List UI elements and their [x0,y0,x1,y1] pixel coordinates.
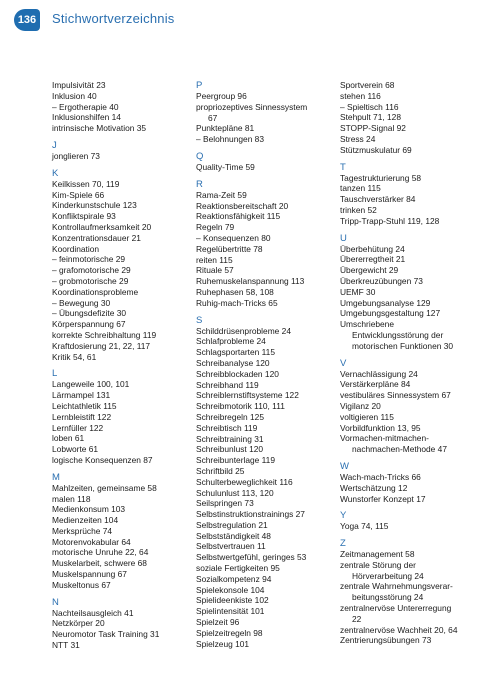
index-letter-heading: T [340,161,346,173]
index-entry: Verstärkerpläne 84 [340,379,411,390]
index-entry: Inklusionshilfen 14 [52,112,121,123]
index-entry: Selbstwertgefühl, geringes 53 [196,552,307,563]
index-entry: Tauschverstärker 84 [340,194,416,205]
index-entry: Schreibtisch 119 [196,422,258,433]
index-letter-heading: N [52,596,59,608]
index-entry: Quality-Time 59 [196,161,255,172]
index-entry: Überkreuzübungen 73 [340,275,423,286]
index-entry-continuation: motorischen Funktionen 30 [352,340,454,351]
index-entry: Lernfüller 122 [52,422,104,433]
index-letter-heading: Z [340,538,346,550]
index-entry: – Belohnungen 83 [196,134,264,145]
index-entry-continuation: Hörverarbeitung 24 [352,570,424,581]
index-entry: Schreibanalyse 120 [196,357,270,368]
index-letter-heading: K [52,167,59,179]
index-entry: vestibuläres Sinnessystem 67 [340,390,451,401]
index-entry: Seilspringen 73 [196,498,254,509]
index-entry: Schriftbild 25 [196,465,245,476]
index-entry: – Konsequenzen 80 [196,232,271,243]
index-letter-heading: M [52,471,60,483]
index-entry: Sportverein 68 [340,80,395,90]
index-entry: tanzen 115 [340,183,381,194]
index-entry: Mahlzeiten, gemeinsame 58 [52,482,157,493]
index-entry: Schulunlust 113, 120 [196,487,274,498]
index-entry: Langeweile 100, 101 [52,379,130,390]
index-letter-heading: Q [196,150,204,162]
index-entry: Schulterbeweglichkeit 116 [196,476,293,487]
index-entry: voltigieren 115 [340,411,394,422]
index-entry: STOPP-Signal 92 [340,123,406,134]
index-entry: zentralnervöse Wachheit 20, 64 [340,624,458,635]
index-entry: Kontrollaufmerksamkeit 20 [52,221,152,232]
page-title: Stichwortverzeichnis [52,11,175,26]
index-entry: Vernachlässigung 24 [340,368,418,379]
index-entry: Umgebungsanalyse 129 [340,297,431,308]
index-entry: Ruhemuskelanspannung 113 [196,276,305,287]
index-entry: Schreibunterlage 119 [196,455,275,466]
index-entry: Impulsivität 23 [52,80,106,90]
index-letter-heading: W [340,460,349,472]
index-entry: soziale Fertigkeiten 95 [196,563,280,574]
index-letter-heading: U [340,232,347,244]
index-entry: Vorbildfunktion 13, 95 [340,422,421,433]
index-entry: Medienzeiten 104 [52,515,119,526]
index-entry: – Ergotherapie 40 [52,101,119,112]
index-entry: Schreiblernstiftsysteme 122 [196,390,299,401]
index-entry: UEMF 30 [340,286,376,297]
index-entry: Rituale 57 [196,265,234,276]
index-entry: Übererregtheit 21 [340,254,406,265]
index-entry: Spielekonsole 104 [196,584,265,595]
index-letter-heading: J [52,139,57,151]
index-entry: Neuromotor Task Training 31 [52,629,160,640]
index-entry: Lernbleistift 122 [52,411,112,422]
index-entry: Zeitmanagement 58 [340,549,415,560]
index-entry: Umschriebene [340,319,394,330]
index-entry: Medienkonsum 103 [52,504,126,515]
index-entry: jonglieren 73 [52,150,100,161]
index-entry: trinken 52 [340,204,377,215]
index-entry: stehen 116 [340,90,381,101]
index-entry: Vormachen-mitmachen- [340,433,429,444]
index-entry: motorische Unruhe 22, 64 [52,547,149,558]
index-entry-continuation: Entwicklungsstörung der [352,329,444,340]
index-entry: reiten 115 [196,254,233,265]
index-entry: Schreibblockaden 120 [196,368,279,379]
index-column-2 [196,80,332,649]
index-entry: Übergewicht 29 [340,265,399,276]
index-entry: malen 118 [52,493,91,504]
index-entry: Rama-Zeit 59 [196,189,247,200]
index-entry: Muskelspannung 67 [52,569,127,580]
page-header [0,0,500,40]
index-entry: propriozeptives Sinnessystem [196,101,308,112]
index-entry: zentrale Störung der [340,559,416,570]
index-entry-continuation: beitungsstörung 24 [352,592,424,603]
index-entry: Schlafprobleme 24 [196,336,266,347]
index-entry: Tripp-Trapp-Stuhl 119, 128 [340,215,440,226]
index-entry: Körperspannung 67 [52,319,126,330]
page-number: 136 [14,9,40,31]
index-entry: Selbstinstruktionstrainings 27 [196,509,305,520]
index-entry: Zentrierungsübungen 73 [340,635,432,646]
index-entry: Schlagsportarten 115 [196,347,275,358]
index-entry: Spielzeitregeln 98 [196,627,263,638]
index-entry: Spielzeug 101 [196,638,250,649]
index-entry: Inklusion 40 [52,90,97,101]
index-entry: zentrale Wahrnehmungsverar- [340,581,453,592]
index-entry: Kim-Spiele 66 [52,189,105,200]
index-entry: Spielzeit 96 [196,617,240,628]
index-entry: Umgebungsgestaltung 127 [340,308,441,319]
index-entry: Leichtathletik 115 [52,400,117,411]
index-entry: Schreibregeln 125 [196,411,264,422]
index-entry: Yoga 74, 115 [340,521,389,532]
index-entry: – Spieltisch 116 [340,101,399,112]
index-entry: Ruhig-mach-Tricks 65 [196,297,278,308]
index-entry: Selbstregulation 21 [196,519,268,530]
index-entry: loben 61 [52,433,85,444]
index-entry: Spielideenkiste 102 [196,595,269,606]
index-entry: Muskeltonus 67 [52,579,111,590]
index-entry: zentralnervöse Untererregung [340,603,452,614]
index-entry: Konfliktspirale 93 [52,211,116,222]
index-entry: Schreibunlust 120 [196,444,264,455]
index-letter-heading: L [52,368,58,380]
index-entry: Schreibmotorik 110, 111 [196,401,285,412]
index-entry: Überbehütung 24 [340,243,405,254]
index-entry: Kritik 54, 61 [52,351,97,362]
index-entry: Regeln 79 [196,222,235,233]
index-entry: – Bewegung 30 [52,297,111,308]
index-entry: Netzkörper 20 [52,618,105,629]
index-entry-continuation: 67 [208,112,218,123]
index-entry: Stützmuskulatur 69 [340,144,412,155]
index-letter-heading: R [196,178,203,190]
index-entry: Nachteilsausgleich 41 [52,607,134,618]
index-entry: Spielintensität 101 [196,606,265,617]
index-column-1 [52,80,182,651]
index-entry-continuation: nachmachen-Methode 47 [352,444,447,455]
index-entry: – Übungsdefizite 30 [52,308,127,319]
index-letter-heading: S [196,314,203,326]
index-entry: NTT 31 [52,640,80,651]
index-entry: Wunstorfer Konzept 17 [340,493,426,504]
index-entry: Konzentrationsdauer 21 [52,232,141,243]
index-entry: Vigilanz 20 [340,400,381,411]
index-entry-continuation: 22 [352,613,362,624]
index-entry: intrinsische Motivation 35 [52,123,147,134]
index-entry: Kraftdosierung 21, 22, 117 [52,340,151,351]
index-entry: Peergroup 96 [196,91,247,101]
index-entry: – feinmotorische 29 [52,254,126,265]
index-entry: Koordination [52,243,100,254]
index-entry: Motorenvokabular 64 [52,536,131,547]
index-entry: Wertschätzung 12 [340,482,408,493]
index-letter-heading: V [340,357,347,369]
index-entry: Koordinationsprobleme [52,286,139,297]
index-entry: – grafomotorische 29 [52,265,131,276]
index-entry: Reaktionsfähigkeit 115 [196,211,281,222]
index-entry: Stress 24 [340,133,376,144]
index-entry: Kinderkunstschule 123 [52,200,137,211]
index-entry: korrekte Schreibhaltung 119 [52,329,157,340]
index-letter-heading: P [196,80,203,91]
index-entry: Sozialkompetenz 94 [196,573,272,584]
index-entry: Schreibtraining 31 [196,433,264,444]
index-entry: Merksprüche 74 [52,525,113,536]
index-letter-heading: Y [340,510,347,522]
index-entry: Selbstständigkeit 48 [196,530,271,541]
index-entry: – grobmotorische 29 [52,275,129,286]
index-entry: Muskelarbeit, schwere 68 [52,558,147,569]
index-entry: Schilddrüsenprobleme 24 [196,325,291,336]
index-entry: Tagestrukturierung 58 [340,172,422,183]
index-entry: Stehpult 71, 128 [340,112,402,123]
index-column-3 [340,80,475,646]
index-entry: logische Konsequenzen 87 [52,454,153,465]
index-entry: Selbstvertrauen 11 [196,541,266,552]
index-entry: Punktepläne 81 [196,123,255,134]
index-entry: Ruhephasen 58, 108 [196,286,274,297]
index-entry: Keilkissen 70, 119 [52,178,120,189]
index-entry: Lobworte 61 [52,444,99,455]
index-entry: Lärmampel 131 [52,390,111,401]
index-entry: Regelübertritte 78 [196,243,263,254]
index-entry: Wach-mach-Tricks 66 [340,471,421,482]
index-entry: Reaktionsbereitschaft 20 [196,200,289,211]
index-entry: Schreibhand 119 [196,379,259,390]
